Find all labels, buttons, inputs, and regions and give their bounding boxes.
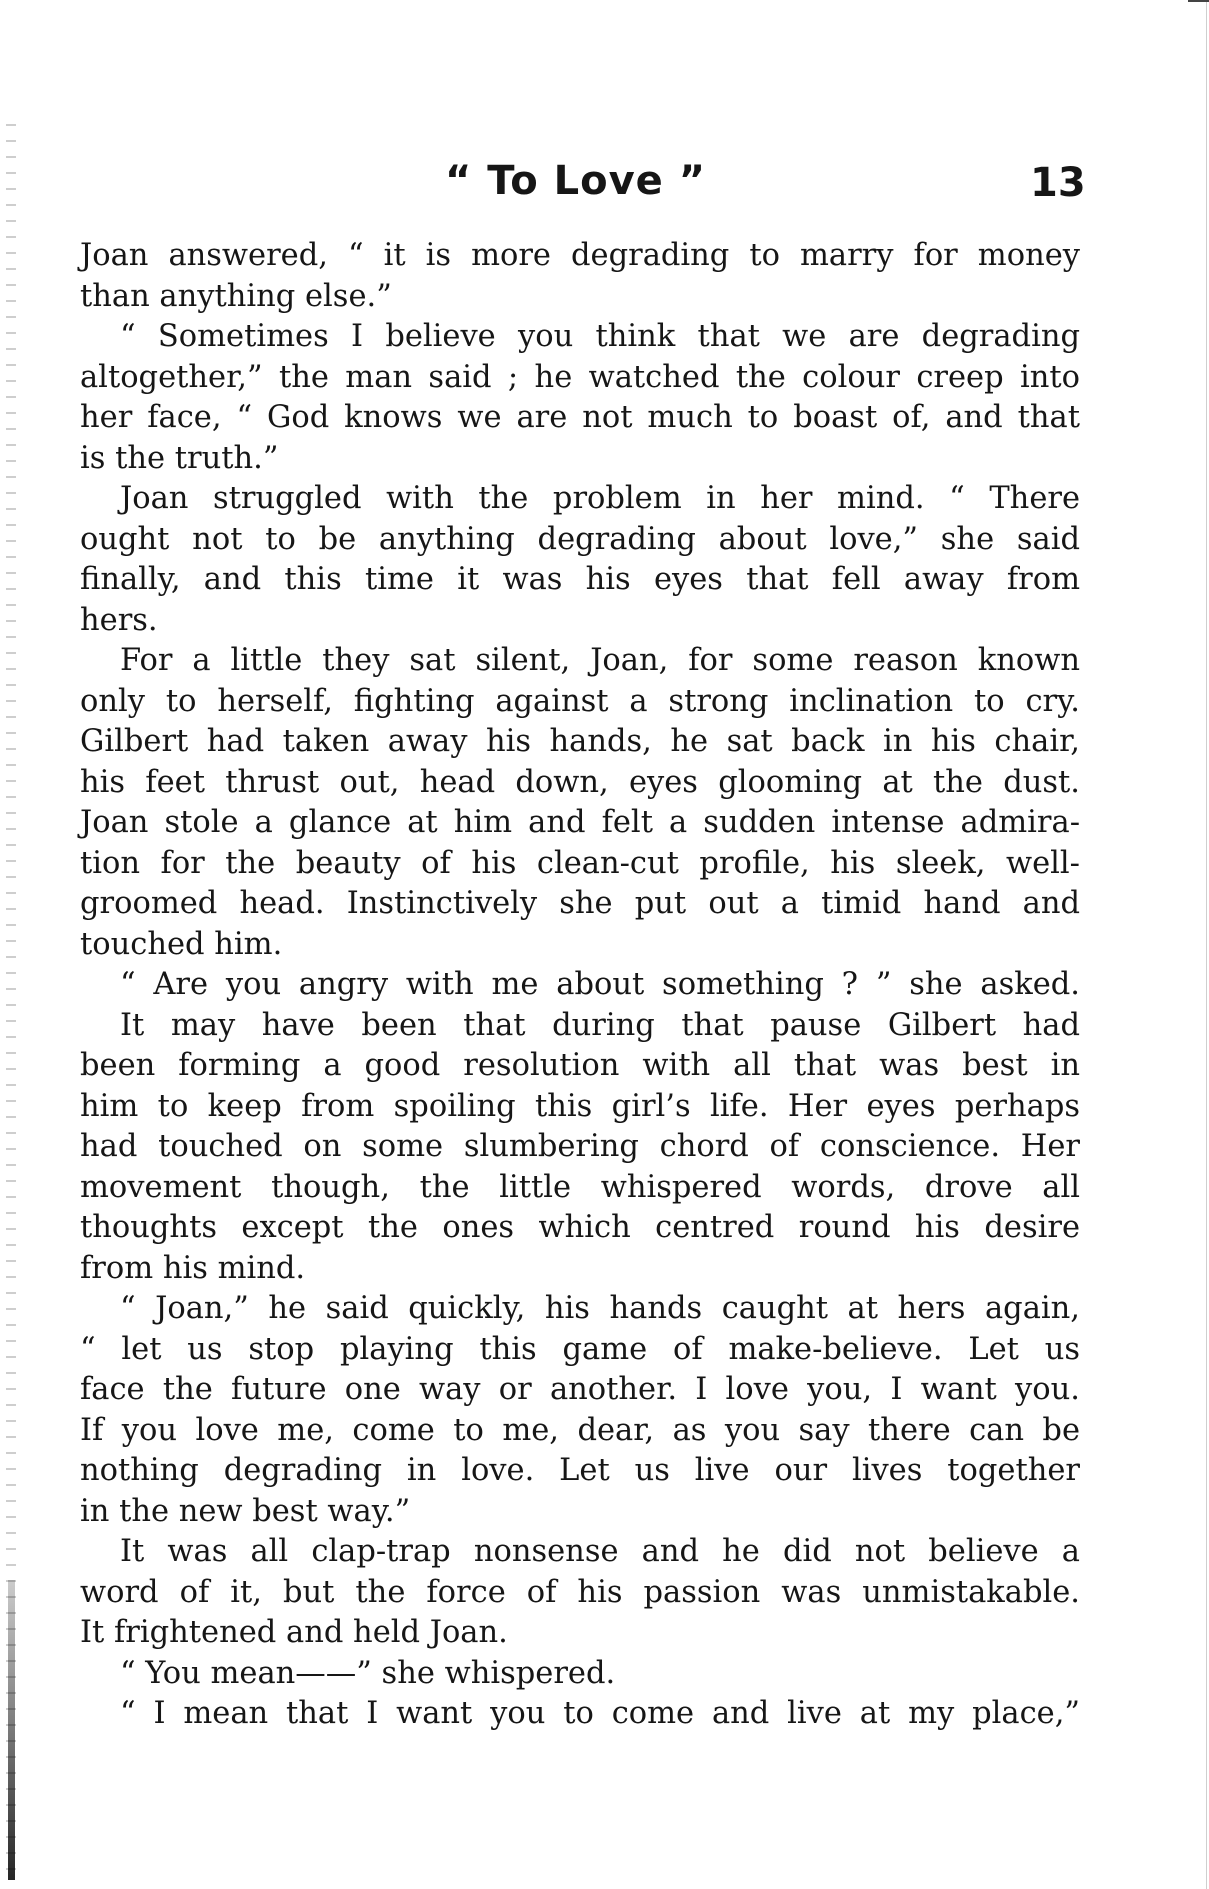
text-line: For a little they sat silent, Joan, for some reason known	[120, 643, 1080, 678]
scan-edge-dark-band	[8, 1580, 15, 1880]
body-text	[80, 236, 1080, 1735]
text-line: movement though, the little whispered words, drove all	[80, 1169, 1080, 1205]
text-line: Joan struggled with the problem in her mind. “ There	[120, 481, 1080, 516]
text-line: in the new best way.”	[80, 1493, 411, 1529]
running-head-title: “ To Love ”	[445, 158, 706, 204]
text-line: ought not to be anything degrading about love,” she said	[80, 521, 1080, 557]
text-line: “ Joan,” he said quickly, his hands caught at hers again,	[120, 1291, 1080, 1326]
text-line: face the future one way or another. I love you, I want you.	[80, 1372, 1080, 1407]
text-line: It may have been that during that pause Gilbert had	[120, 1007, 1080, 1043]
scan-right-edge	[1206, 0, 1207, 1889]
text-line: It frightened and held Joan.	[80, 1615, 508, 1650]
text-line: It was all clap-trap nonsense and he did not believe a	[120, 1534, 1080, 1569]
text-line: groomed head. Instinctively she put out a timid hand and	[80, 886, 1080, 921]
text-line: him to keep from spoiling this girl’s life. Her eyes perhaps	[80, 1088, 1080, 1124]
text-line: word of it, but the force of his passion was unmistakable.	[80, 1574, 1080, 1610]
text-line: altogether,” the man said ; he watched the colour creep into	[80, 359, 1080, 395]
text-line: “ I mean that I want you to come and live at my place,”	[120, 1696, 1080, 1731]
text-line: “ let us stop playing this game of make-believe. Let us	[80, 1331, 1080, 1367]
text-line: only to herself, fighting against a strong inclination to cry.	[80, 683, 1080, 719]
scan-corner-mark	[1188, 0, 1209, 2]
text-line: touched him.	[80, 926, 283, 962]
text-line: than anything else.”	[80, 278, 392, 314]
text-line: his feet thrust out, head down, eyes glooming at the dust.	[80, 764, 1080, 800]
text-line: from his mind.	[80, 1250, 306, 1286]
text-line: Joan stole a glance at him and felt a sudden intense admira-	[80, 805, 1080, 840]
text-line: “ You mean——” she whispered.	[120, 1655, 616, 1691]
page-number: 13	[1030, 160, 1086, 206]
text-line: her face, “ God knows we are not much to boast of, and that	[80, 400, 1080, 435]
text-line: nothing degrading in love. Let us live our lives together	[80, 1453, 1080, 1488]
text-line: “ Sometimes I believe you think that we are degrading	[120, 319, 1080, 354]
text-line: “ Are you angry with me about something ? ” she asked.	[120, 967, 1080, 1002]
text-line: Joan answered, “ it is more degrading to marry for money	[80, 238, 1080, 273]
text-line: Gilbert had taken away his hands, he sat back in his chair,	[80, 724, 1080, 759]
text-line: tion for the beauty of his clean-cut profile, his sleek, well-	[80, 845, 1080, 881]
text-line: hers.	[80, 602, 158, 638]
text-line: If you love me, come to me, dear, as you say there can be	[80, 1412, 1080, 1448]
running-head	[80, 158, 1086, 218]
text-line: finally, and this time it was his eyes that fell away from	[80, 562, 1080, 597]
text-line: had touched on some slumbering chord of conscience. Her	[80, 1129, 1080, 1164]
text-line: is the truth.”	[80, 440, 279, 476]
text-line: thoughts except the ones which centred round his desire	[80, 1210, 1080, 1245]
text-line: been forming a good resolution with all that was best in	[80, 1048, 1080, 1083]
